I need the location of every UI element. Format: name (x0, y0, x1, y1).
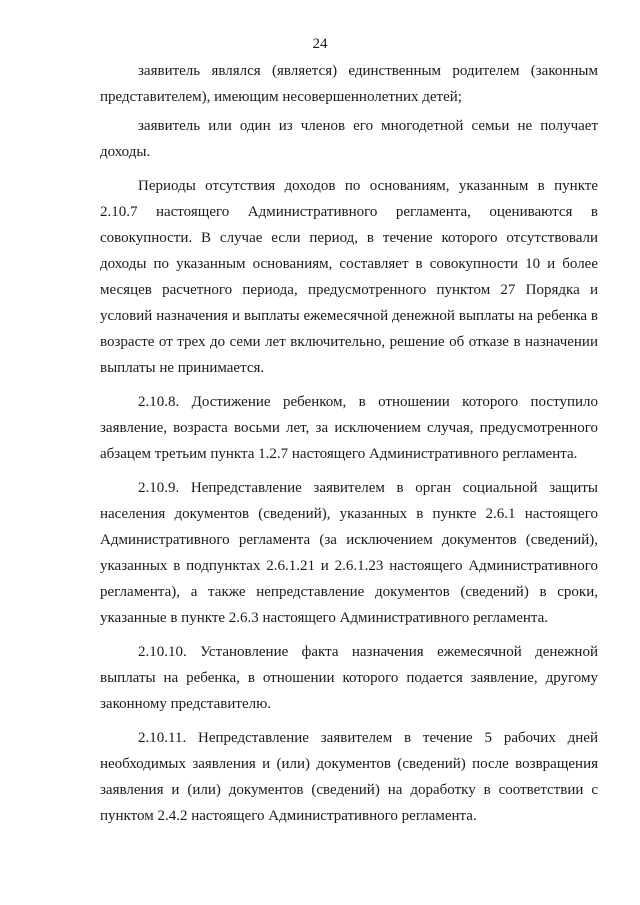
page-number: 24 (312, 36, 328, 52)
paragraph-2-10-8: 2.10.8. Достижение ребенком, в отношении которого поступило заявление, возраста восьми лет, за исключением случая, предусмотренного абзацем третьим пункта 1.2.7 настоящего Административного регламента. (100, 394, 598, 462)
paragraph-single-parent: заявитель являлся (является) единственным родителем (законным представителем), имеющим несовершеннолетних детей; (100, 63, 598, 105)
document-body (100, 58, 598, 837)
paragraph-2-10-9: 2.10.9. Непредставление заявителем в орган социальной защиты населения документов (сведений), указанных в пункте 2.6.1 настоящего Административного регламента (за исключением документов (сведений), указанных в подпунктах 2.6.1.21 и 2.6.1.23 настоящего Административного регламента), а также непредставление документов (сведений) в сроки, указанные в пункте 2.6.3 настоящего Административного регламента. (100, 480, 598, 626)
paragraph-income-absence-periods: Периоды отсутствия доходов по основаниям, указанным в пункте 2.10.7 настоящего Административного регламента, оцениваются в совокупности. В случае если период, в течение которого отсутствовали доходы по указанным основаниям, составляет в совокупности 10 и более месяцев расчетного периода, предусмотренного пунктом 27 Порядка и условий назначения и выплаты ежемесячной денежной выплаты на ребенка в возрасте от трех до семи лет включительно, решение об отказе в назначении выплаты не принимается. (100, 178, 598, 376)
paragraph-no-income: заявитель или один из членов его многодетной семьи не получает доходы. (100, 118, 598, 160)
paragraph-2-10-10: 2.10.10. Установление факта назначения ежемесячной денежной выплаты на ребенка, в отношении которого подается заявление, другому законному представителю. (100, 644, 598, 712)
paragraph-2-10-11: 2.10.11. Непредставление заявителем в течение 5 рабочих дней необходимых заявления и (или) документов (сведений) после возвращения заявления и (или) документов (сведений) на доработку в соответствии с пунктом 2.4.2 настоящего Административного регламента. (100, 730, 598, 824)
